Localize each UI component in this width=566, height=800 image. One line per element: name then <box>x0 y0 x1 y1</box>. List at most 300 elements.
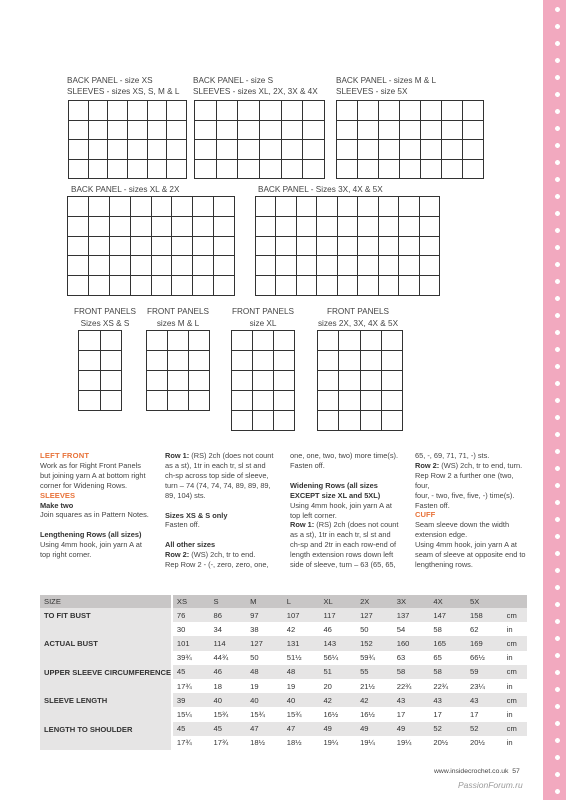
body-line: as a st), 1tr in each tr, sl st and <box>165 460 266 470</box>
grid-square <box>195 121 217 141</box>
grid-square <box>128 121 148 141</box>
grid-square <box>238 140 260 160</box>
page-edge-decoration <box>543 0 566 800</box>
grid-square <box>108 140 128 160</box>
grid-square <box>379 160 400 180</box>
grid-square <box>382 331 403 351</box>
grid-back-xl <box>67 196 235 296</box>
body-line: 65, -, 69, 71, 71, -) sts. <box>415 451 490 460</box>
grid-square <box>361 371 382 391</box>
grid-square <box>256 217 276 237</box>
grid-square <box>318 411 339 431</box>
table-cell: 58 <box>393 665 430 679</box>
grid-square <box>256 256 276 276</box>
body-line: Using 4mm hook, join yarn A at <box>40 540 142 550</box>
subheading: Make two <box>40 500 74 510</box>
header-cell: 4X <box>429 595 466 608</box>
grid-square <box>108 121 128 141</box>
table-cell: 40 <box>246 693 283 707</box>
grid-square <box>421 160 442 180</box>
text-column-3 <box>290 451 415 570</box>
grid-square <box>382 411 403 431</box>
grid-square <box>147 351 168 371</box>
chart-label: FRONT PANELS <box>73 307 137 316</box>
grid-square <box>282 140 304 160</box>
grid-square <box>463 140 484 160</box>
table-cell: 152 <box>356 636 393 650</box>
grid-square <box>79 351 101 371</box>
grid-square <box>338 197 358 217</box>
grid-square <box>260 160 282 180</box>
table-cell: 86 <box>210 608 247 622</box>
body-line: corner for Widening Rows. <box>40 480 128 490</box>
table-cell: 143 <box>319 636 356 650</box>
grid-square <box>89 101 109 121</box>
grid-square <box>420 197 440 217</box>
chart-label: BACK PANEL - size S <box>193 76 274 85</box>
table-cell: 50 <box>356 622 393 636</box>
row-label: TO FIT BUST <box>40 608 171 636</box>
grid-square <box>358 276 378 296</box>
grid-square <box>101 351 123 371</box>
table-cell: 76 <box>173 608 210 622</box>
grid-square <box>172 217 193 237</box>
table-cell: 30 <box>173 622 210 636</box>
chart-label: FRONT PANELS <box>326 307 390 316</box>
table-cell: 47 <box>246 722 283 736</box>
grid-square <box>282 121 304 141</box>
grid-square <box>361 411 382 431</box>
table-cell: 48 <box>246 665 283 679</box>
grid-square <box>303 140 325 160</box>
grid-square <box>195 101 217 121</box>
grid-square <box>148 121 168 141</box>
grid-back-xs <box>68 100 187 179</box>
grid-back-3x <box>255 196 440 296</box>
grid-square <box>276 217 296 237</box>
grid-square <box>379 197 399 217</box>
grid-square <box>318 391 339 411</box>
table-cell: 17¾ <box>210 736 247 750</box>
grid-square <box>152 237 173 257</box>
table-cell: 16½ <box>319 707 356 721</box>
grid-square <box>400 121 421 141</box>
table-cell: 23¼ <box>466 679 503 693</box>
page-footer <box>434 768 520 775</box>
grid-square <box>131 197 152 217</box>
grid-square <box>382 351 403 371</box>
grid-square <box>232 411 253 431</box>
table-row <box>40 608 527 622</box>
grid-square <box>214 197 235 217</box>
table-cell: 19¼ <box>356 736 393 750</box>
grid-square <box>147 371 168 391</box>
grid-square <box>361 331 382 351</box>
table-cell: 21½ <box>356 679 393 693</box>
chart-label: SLEEVES - sizes XS, S, M & L <box>67 87 180 96</box>
chart-label: FRONT PANELS <box>146 307 210 316</box>
table-cell: 52 <box>429 722 466 736</box>
grid-square <box>379 256 399 276</box>
grid-square <box>337 121 358 141</box>
grid-square <box>260 140 282 160</box>
grid-square <box>193 256 214 276</box>
table-cell: 137 <box>393 608 430 622</box>
table-cell: 38 <box>246 622 283 636</box>
grid-square <box>338 256 358 276</box>
table-cell: 158 <box>466 608 503 622</box>
grid-square <box>89 276 110 296</box>
grid-square <box>276 256 296 276</box>
grid-square <box>108 101 128 121</box>
grid-square <box>339 371 360 391</box>
table-cell: 147 <box>429 608 466 622</box>
grid-square <box>399 237 419 257</box>
chart-label: BACK PANEL - sizes XL & 2X <box>71 185 180 194</box>
grid-back-ml <box>336 100 484 179</box>
body-line: 89, 104) sts. <box>165 490 206 500</box>
body-line: Work as for Right Front Panels <box>40 460 141 470</box>
grid-square <box>253 331 274 351</box>
grid-square <box>442 160 463 180</box>
grid-square <box>399 256 419 276</box>
grid-square <box>421 121 442 141</box>
grid-square <box>238 101 260 121</box>
grid-square <box>110 276 131 296</box>
table-cell: 46 <box>210 665 247 679</box>
grid-square <box>232 331 253 351</box>
table-cell: 59 <box>466 665 503 679</box>
unit-cell: in <box>503 736 527 750</box>
subheading: EXCEPT size XL and 5XL) <box>290 490 381 500</box>
grid-square <box>131 276 152 296</box>
table-cell: 39¾ <box>173 651 210 665</box>
body-line: side of sleeve, turn – 63 (65, 65, <box>290 560 396 570</box>
grid-square <box>89 256 110 276</box>
table-cell: 18½ <box>283 736 320 750</box>
table-cell: 42 <box>283 622 320 636</box>
body-line: as a st), 1tr in each tr, sl st and <box>290 530 391 540</box>
chart-label: BACK PANEL - size XS <box>67 76 153 85</box>
header-cell: XL <box>319 595 356 608</box>
grid-square <box>89 140 109 160</box>
grid-square <box>274 411 295 431</box>
grid-square <box>89 237 110 257</box>
header-cell: L <box>283 595 320 608</box>
table-cell: 39 <box>173 693 210 707</box>
grid-square <box>195 140 217 160</box>
grid-square <box>382 391 403 411</box>
body-line: Row 2: (WS) 2ch, tr to end. <box>165 550 256 560</box>
grid-square <box>68 237 89 257</box>
chart-label: SLEEVES - sizes XL, 2X, 3X & 4X <box>193 87 318 96</box>
table-cell: 46 <box>319 622 356 636</box>
table-cell: 52 <box>466 722 503 736</box>
watermark: PassionForum.ru <box>458 780 523 790</box>
table-cell: 15¾ <box>246 707 283 721</box>
grid-square <box>193 237 214 257</box>
table-cell: 49 <box>356 722 393 736</box>
grid-square <box>110 256 131 276</box>
grid-square <box>167 101 187 121</box>
header-cell: 2X <box>356 595 393 608</box>
grid-square <box>358 217 378 237</box>
table-cell: 34 <box>210 622 247 636</box>
grid-square <box>379 276 399 296</box>
grid-square <box>256 237 276 257</box>
grid-back-s <box>194 100 325 179</box>
grid-square <box>276 197 296 217</box>
table-cell: 43 <box>393 693 430 707</box>
grid-square <box>167 121 187 141</box>
header-cell: S <box>210 595 247 608</box>
grid-square <box>172 256 193 276</box>
table-cell: 48 <box>283 665 320 679</box>
table-cell: 65 <box>429 651 466 665</box>
unit-cell: cm <box>503 608 527 622</box>
grid-square <box>148 140 168 160</box>
grid-square <box>442 121 463 141</box>
table-cell: 42 <box>356 693 393 707</box>
table-cell: 55 <box>356 665 393 679</box>
grid-square <box>69 140 89 160</box>
grid-square <box>421 101 442 121</box>
table-cell: 169 <box>466 636 503 650</box>
grid-square <box>358 140 379 160</box>
heading-cuff: CUFF <box>415 510 436 520</box>
header-cell: SIZE <box>40 595 171 608</box>
grid-square <box>318 331 339 351</box>
table-cell: 40 <box>210 693 247 707</box>
grid-square <box>276 237 296 257</box>
grid-square <box>253 391 274 411</box>
body-line: Row 2: (WS) 2ch, tr to end, turn. <box>415 460 523 470</box>
grid-square <box>303 160 325 180</box>
grid-square <box>339 411 360 431</box>
header-cell: XS <box>173 595 210 608</box>
grid-square <box>358 101 379 121</box>
table-cell: 97 <box>246 608 283 622</box>
grid-square <box>420 237 440 257</box>
unit-cell: cm <box>503 693 527 707</box>
table-cell: 20½ <box>466 736 503 750</box>
grid-square <box>101 391 123 411</box>
body-line: Seam sleeve down the width <box>415 520 510 530</box>
table-cell: 58 <box>429 665 466 679</box>
size-table-header <box>40 595 527 608</box>
grid-square <box>108 160 128 180</box>
table-cell: 114 <box>210 636 247 650</box>
table-cell: 101 <box>173 636 210 650</box>
table-cell: 160 <box>393 636 430 650</box>
grid-square <box>168 371 189 391</box>
chart-label: Sizes XS & S <box>80 319 130 328</box>
grid-square <box>256 276 276 296</box>
grid-square <box>358 197 378 217</box>
body-line: Fasten off. <box>415 500 450 510</box>
grid-square <box>69 121 89 141</box>
table-cell: 40 <box>283 693 320 707</box>
grid-front-xl <box>231 330 295 431</box>
grid-square <box>358 256 378 276</box>
grid-square <box>318 351 339 371</box>
table-cell: 20½ <box>429 736 466 750</box>
table-row <box>40 722 527 736</box>
body-line: Row 1: (RS) 2ch (does not count <box>290 520 399 530</box>
grid-square <box>420 276 440 296</box>
grid-square <box>361 351 382 371</box>
grid-square <box>128 160 148 180</box>
chart-label: sizes M & L <box>156 319 200 328</box>
table-row <box>40 665 527 679</box>
grid-square <box>217 160 239 180</box>
grid-square <box>339 331 360 351</box>
grid-square <box>297 217 317 237</box>
grid-square <box>193 276 214 296</box>
table-cell: 18 <box>210 679 247 693</box>
grid-square <box>152 256 173 276</box>
grid-square <box>152 197 173 217</box>
table-cell: 15¾ <box>283 707 320 721</box>
table-cell: 59¾ <box>356 651 393 665</box>
grid-square <box>274 351 295 371</box>
body-line: one, one, two, two) more time(s). <box>290 451 399 460</box>
grid-square <box>128 140 148 160</box>
grid-square <box>317 197 337 217</box>
grid-square <box>189 391 210 411</box>
body-line: seam of sleeve at opposite end to <box>415 550 526 560</box>
body-line: turn – 74 (74, 74, 74, 89, 89, 89, <box>165 480 271 490</box>
text-column-2 <box>165 451 290 570</box>
table-cell: 45 <box>173 665 210 679</box>
grid-square <box>338 276 358 296</box>
table-cell: 63 <box>393 651 430 665</box>
grid-square <box>399 217 419 237</box>
row-label: LENGTH TO SHOULDER <box>40 722 171 750</box>
table-cell: 131 <box>283 636 320 650</box>
grid-square <box>168 351 189 371</box>
table-cell: 19¼ <box>393 736 430 750</box>
grid-square <box>317 217 337 237</box>
unit-cell: in <box>503 707 527 721</box>
grid-square <box>338 237 358 257</box>
grid-square <box>195 160 217 180</box>
grid-square <box>89 121 109 141</box>
grid-front-xs <box>78 330 122 411</box>
unit-cell: cm <box>503 722 527 736</box>
grid-square <box>131 217 152 237</box>
grid-square <box>253 371 274 391</box>
grid-square <box>172 197 193 217</box>
chart-label: SLEEVES - size 5X <box>336 87 408 96</box>
heading-left-front: LEFT FRONT <box>40 451 90 460</box>
table-cell: 56¼ <box>319 651 356 665</box>
table-cell: 17¾ <box>173 736 210 750</box>
grid-square <box>282 101 304 121</box>
subheading: Lengthening Rows (all sizes) <box>40 530 142 540</box>
grid-square <box>193 217 214 237</box>
table-cell: 17 <box>393 707 430 721</box>
text-column-1 <box>40 451 165 560</box>
grid-square <box>232 371 253 391</box>
grid-square <box>147 331 168 351</box>
header-cell: 5X <box>466 595 503 608</box>
grid-square <box>128 101 148 121</box>
body-line: Fasten off. <box>290 460 325 470</box>
table-cell: 17¾ <box>173 679 210 693</box>
grid-square <box>317 256 337 276</box>
grid-square <box>297 276 317 296</box>
grid-square <box>152 276 173 296</box>
grid-square <box>214 256 235 276</box>
grid-square <box>238 121 260 141</box>
table-cell: 16½ <box>356 707 393 721</box>
grid-square <box>420 217 440 237</box>
grid-square <box>168 331 189 351</box>
body-line: lengthening rows. <box>415 559 473 569</box>
table-cell: 66½ <box>466 651 503 665</box>
table-cell: 15¾ <box>210 707 247 721</box>
grid-square <box>217 140 239 160</box>
unit-cell: in <box>503 622 527 636</box>
grid-square <box>193 197 214 217</box>
table-cell: 45 <box>173 722 210 736</box>
body-line: Row 1: (RS) 2ch (does not count <box>165 451 274 460</box>
grid-square <box>358 121 379 141</box>
row-label: SLEEVE LENGTH <box>40 693 171 721</box>
grid-square <box>463 101 484 121</box>
table-cell: 19 <box>283 679 320 693</box>
body-line: ch-sp across top side of sleeve, <box>165 470 269 480</box>
grid-square <box>317 276 337 296</box>
grid-square <box>68 197 89 217</box>
table-cell: 127 <box>356 608 393 622</box>
grid-square <box>297 256 317 276</box>
grid-square <box>317 237 337 257</box>
table-cell: 47 <box>283 722 320 736</box>
grid-square <box>260 121 282 141</box>
grid-square <box>68 256 89 276</box>
grid-square <box>68 217 89 237</box>
grid-square <box>238 160 260 180</box>
chart-label: size XL <box>249 319 277 328</box>
table-cell: 62 <box>466 622 503 636</box>
header-cell: M <box>246 595 283 608</box>
grid-square <box>217 101 239 121</box>
text-column-4 <box>415 451 530 570</box>
grid-front-ml <box>146 330 210 411</box>
table-cell: 49 <box>319 722 356 736</box>
size-table <box>40 595 527 750</box>
table-cell: 17 <box>429 707 466 721</box>
grid-square <box>232 391 253 411</box>
unit-cell: cm <box>503 636 527 650</box>
grid-square <box>379 121 400 141</box>
table-row <box>40 693 527 707</box>
grid-square <box>303 101 325 121</box>
subheading: All other sizes <box>165 540 216 550</box>
page-number: 57 <box>512 768 520 775</box>
table-cell: 50 <box>246 651 283 665</box>
grid-square <box>148 160 168 180</box>
chart-label: BACK PANEL - sizes M & L <box>336 76 437 85</box>
grid-square <box>338 217 358 237</box>
footer-url[interactable]: www.insidecrochet.co.uk <box>434 768 509 775</box>
table-cell: 22¾ <box>393 679 430 693</box>
grid-square <box>79 371 101 391</box>
grid-square <box>318 371 339 391</box>
body-line: Join squares as in Pattern Notes. <box>40 510 149 520</box>
